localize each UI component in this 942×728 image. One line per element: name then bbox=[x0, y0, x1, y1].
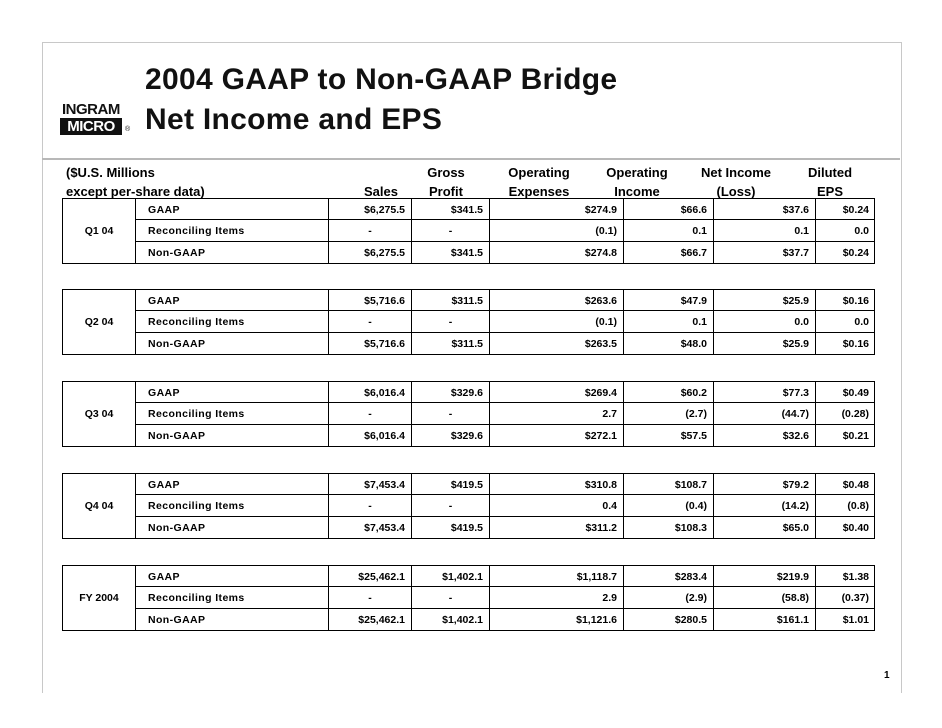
row-label: Non-GAAP bbox=[148, 338, 206, 350]
cell-value: $66.7 bbox=[680, 247, 707, 259]
table-row bbox=[136, 473, 875, 495]
cell-value: $57.5 bbox=[680, 430, 707, 442]
cell-value: 0.1 bbox=[692, 316, 707, 328]
period-label: FY 2004 bbox=[62, 565, 136, 631]
units-note-line1: ($U.S. Millions bbox=[66, 165, 155, 180]
cell-value: $108.7 bbox=[674, 479, 707, 491]
cell-operating-income bbox=[623, 403, 713, 424]
cell-diluted-eps bbox=[815, 242, 875, 263]
cell-gross-profit bbox=[411, 220, 489, 241]
row-label: Reconciling Items bbox=[148, 592, 245, 604]
table-row bbox=[136, 220, 875, 242]
table-row bbox=[136, 289, 875, 311]
cell-value: $37.6 bbox=[782, 204, 809, 216]
cell-diluted-eps bbox=[815, 403, 875, 424]
cell-operating-income bbox=[623, 517, 713, 538]
table-row bbox=[136, 425, 875, 447]
cell-value: $25.9 bbox=[782, 295, 809, 307]
cell-sales bbox=[328, 220, 411, 241]
cell-gross-profit bbox=[411, 382, 489, 402]
period-block bbox=[62, 198, 875, 264]
table-row bbox=[136, 517, 875, 539]
period-block bbox=[62, 565, 875, 631]
cell-value: $1.38 bbox=[842, 571, 869, 583]
period-label: Q2 04 bbox=[62, 289, 136, 355]
cell-sales bbox=[328, 609, 411, 630]
row-label: GAAP bbox=[148, 571, 180, 583]
cell-value: $25.9 bbox=[782, 338, 809, 350]
cell-value: - bbox=[448, 408, 453, 420]
row-label: Non-GAAP bbox=[148, 522, 206, 534]
cell-net-income bbox=[713, 311, 815, 332]
table-row bbox=[136, 242, 875, 264]
cell-value: $0.24 bbox=[842, 204, 869, 216]
cell-value: $263.6 bbox=[584, 295, 617, 307]
cell-net-income bbox=[713, 403, 815, 424]
cell-operating-income bbox=[623, 587, 713, 608]
cell-gross-profit bbox=[411, 290, 489, 310]
cell-sales bbox=[328, 425, 411, 446]
slide-title-line2: Net Income and EPS bbox=[145, 103, 443, 136]
cell-diluted-eps bbox=[815, 495, 875, 516]
table-row bbox=[136, 333, 875, 355]
cell-value: $310.8 bbox=[584, 479, 617, 491]
cell-value: $48.0 bbox=[680, 338, 707, 350]
logo-top-text: INGRAM bbox=[62, 101, 120, 118]
cell-value: $7,453.4 bbox=[364, 522, 405, 534]
cell-operating-expenses bbox=[489, 333, 623, 354]
col-header-sales: Sales bbox=[364, 184, 398, 199]
cell-sales bbox=[328, 311, 411, 332]
cell-value: $5,716.6 bbox=[364, 338, 405, 350]
cell-gross-profit bbox=[411, 333, 489, 354]
cell-value: $274.9 bbox=[584, 204, 617, 216]
cell-value: $6,275.5 bbox=[364, 204, 405, 216]
cell-value: - bbox=[368, 408, 372, 420]
cell-diluted-eps bbox=[815, 199, 875, 219]
cell-diluted-eps bbox=[815, 587, 875, 608]
cell-value: $341.5 bbox=[450, 247, 483, 259]
cell-value: $311.5 bbox=[451, 295, 483, 307]
row-label: Reconciling Items bbox=[148, 500, 245, 512]
cell-value: $0.49 bbox=[842, 387, 869, 399]
row-label: Reconciling Items bbox=[148, 225, 245, 237]
cell-value: (2.7) bbox=[685, 408, 707, 420]
cell-gross-profit bbox=[411, 242, 489, 263]
row-label: GAAP bbox=[148, 204, 180, 216]
row-label: Reconciling Items bbox=[148, 316, 245, 328]
cell-value: (0.8) bbox=[847, 500, 869, 512]
cell-net-income bbox=[713, 382, 815, 402]
cell-operating-income bbox=[623, 382, 713, 402]
cell-value: $25,462.1 bbox=[358, 571, 405, 583]
cell-net-income bbox=[713, 220, 815, 241]
cell-value: $5,716.6 bbox=[364, 295, 405, 307]
logo-registered-mark: ® bbox=[125, 126, 131, 133]
cell-value: - bbox=[448, 592, 453, 604]
cell-sales bbox=[328, 495, 411, 516]
cell-operating-income bbox=[623, 609, 713, 630]
col-header-operating-income: Operating Income bbox=[606, 165, 668, 199]
cell-value: 2.9 bbox=[602, 592, 617, 604]
cell-value: $37.7 bbox=[782, 247, 809, 259]
cell-gross-profit bbox=[411, 311, 489, 332]
cell-value: $0.16 bbox=[842, 338, 869, 350]
cell-operating-income bbox=[623, 242, 713, 263]
table-row bbox=[136, 609, 875, 631]
cell-operating-income bbox=[623, 290, 713, 310]
cell-value: $108.3 bbox=[674, 522, 707, 534]
cell-value: (44.7) bbox=[781, 408, 809, 420]
cell-net-income bbox=[713, 495, 815, 516]
cell-value: $60.2 bbox=[680, 387, 707, 399]
cell-net-income bbox=[713, 566, 815, 586]
cell-value: 0.4 bbox=[602, 500, 617, 512]
cell-value: $311.5 bbox=[451, 338, 483, 350]
cell-diluted-eps bbox=[815, 566, 875, 586]
cell-gross-profit bbox=[411, 199, 489, 219]
cell-operating-income bbox=[623, 311, 713, 332]
cell-operating-expenses bbox=[489, 311, 623, 332]
cell-sales bbox=[328, 199, 411, 219]
cell-value: 0.0 bbox=[794, 316, 809, 328]
cell-value: $1,402.1 bbox=[442, 614, 483, 626]
cell-sales bbox=[328, 242, 411, 263]
cell-value: $263.5 bbox=[584, 338, 617, 350]
cell-value: $274.8 bbox=[584, 247, 617, 259]
cell-value: - bbox=[368, 592, 372, 604]
col-header-diluted-eps: Diluted EPS bbox=[807, 165, 853, 199]
period-block bbox=[62, 289, 875, 355]
cell-diluted-eps bbox=[815, 474, 875, 494]
cell-value: $7,453.4 bbox=[364, 479, 405, 491]
period-block bbox=[62, 473, 875, 539]
cell-operating-income bbox=[623, 495, 713, 516]
table-row bbox=[136, 381, 875, 403]
cell-sales bbox=[328, 566, 411, 586]
row-label: Non-GAAP bbox=[148, 247, 206, 259]
cell-value: (58.8) bbox=[781, 592, 809, 604]
cell-value: $283.4 bbox=[674, 571, 707, 583]
cell-value: (0.4) bbox=[685, 500, 707, 512]
cell-operating-expenses bbox=[489, 474, 623, 494]
cell-gross-profit bbox=[411, 566, 489, 586]
ingram-micro-logo bbox=[60, 101, 132, 137]
cell-value: $6,016.4 bbox=[364, 387, 405, 399]
cell-operating-expenses bbox=[489, 566, 623, 586]
cell-value: $79.2 bbox=[782, 479, 809, 491]
cell-net-income bbox=[713, 609, 815, 630]
cell-value: $32.6 bbox=[782, 430, 809, 442]
cell-value: 2.7 bbox=[602, 408, 617, 420]
table-row bbox=[136, 198, 875, 220]
cell-operating-expenses bbox=[489, 199, 623, 219]
cell-value: $65.0 bbox=[782, 522, 809, 534]
period-label: Q1 04 bbox=[62, 198, 136, 264]
cell-value: $1.01 bbox=[842, 614, 869, 626]
cell-value: (0.37) bbox=[841, 592, 869, 604]
cell-value: (0.28) bbox=[841, 408, 869, 420]
cell-value: (14.2) bbox=[781, 500, 809, 512]
cell-diluted-eps bbox=[815, 382, 875, 402]
cell-net-income bbox=[713, 517, 815, 538]
cell-value: $0.21 bbox=[842, 430, 869, 442]
cell-value: $0.48 bbox=[842, 479, 869, 491]
cell-value: $25,462.1 bbox=[358, 614, 405, 626]
col-header-gross-profit: Gross Profit bbox=[427, 165, 465, 199]
cell-value: $419.5 bbox=[450, 479, 483, 491]
table-row bbox=[136, 495, 875, 517]
header-divider bbox=[42, 158, 900, 160]
cell-operating-expenses bbox=[489, 382, 623, 402]
cell-gross-profit bbox=[411, 474, 489, 494]
cell-value: $311.2 bbox=[585, 522, 617, 534]
cell-value: $77.3 bbox=[782, 387, 809, 399]
cell-diluted-eps bbox=[815, 609, 875, 630]
period-block bbox=[62, 381, 875, 447]
cell-value: $1,118.7 bbox=[576, 571, 617, 583]
cell-sales bbox=[328, 517, 411, 538]
cell-sales bbox=[328, 474, 411, 494]
cell-operating-income bbox=[623, 566, 713, 586]
cell-operating-income bbox=[623, 425, 713, 446]
cell-gross-profit bbox=[411, 425, 489, 446]
cell-net-income bbox=[713, 425, 815, 446]
cell-operating-income bbox=[623, 333, 713, 354]
cell-net-income bbox=[713, 242, 815, 263]
cell-value: $280.5 bbox=[674, 614, 707, 626]
row-label: Reconciling Items bbox=[148, 408, 245, 420]
table-row bbox=[136, 403, 875, 425]
cell-sales bbox=[328, 403, 411, 424]
units-note-line2: except per-share data) bbox=[66, 184, 205, 199]
cell-diluted-eps bbox=[815, 333, 875, 354]
cell-value: $329.6 bbox=[450, 387, 483, 399]
cell-sales bbox=[328, 290, 411, 310]
cell-gross-profit bbox=[411, 587, 489, 608]
cell-gross-profit bbox=[411, 517, 489, 538]
cell-operating-expenses bbox=[489, 609, 623, 630]
col-header-net-income: Net Income (Loss) bbox=[700, 165, 772, 199]
cell-net-income bbox=[713, 474, 815, 494]
row-label: Non-GAAP bbox=[148, 614, 206, 626]
cell-operating-expenses bbox=[489, 517, 623, 538]
cell-diluted-eps bbox=[815, 290, 875, 310]
period-label: Q4 04 bbox=[62, 473, 136, 539]
cell-value: (2.9) bbox=[685, 592, 707, 604]
row-label: GAAP bbox=[148, 295, 180, 307]
cell-operating-expenses bbox=[489, 587, 623, 608]
cell-diluted-eps bbox=[815, 517, 875, 538]
cell-value: $0.24 bbox=[842, 247, 869, 259]
cell-operating-expenses bbox=[489, 220, 623, 241]
cell-sales bbox=[328, 333, 411, 354]
cell-value: $161.1 bbox=[776, 614, 809, 626]
table-row bbox=[136, 565, 875, 587]
cell-net-income bbox=[713, 199, 815, 219]
row-label: GAAP bbox=[148, 479, 180, 491]
cell-value: $47.9 bbox=[680, 295, 707, 307]
cell-value: (0.1) bbox=[595, 316, 617, 328]
cell-value: $272.1 bbox=[584, 430, 617, 442]
units-note bbox=[66, 163, 205, 201]
cell-operating-expenses bbox=[489, 242, 623, 263]
cell-value: 0.0 bbox=[854, 316, 869, 328]
cell-value: - bbox=[448, 316, 453, 328]
cell-value: $6,275.5 bbox=[364, 247, 405, 259]
cell-sales bbox=[328, 587, 411, 608]
table-row bbox=[136, 587, 875, 609]
cell-value: - bbox=[368, 500, 372, 512]
slide-title-line1: 2004 GAAP to Non-GAAP Bridge bbox=[145, 63, 618, 96]
cell-operating-expenses bbox=[489, 403, 623, 424]
cell-operating-expenses bbox=[489, 495, 623, 516]
cell-operating-income bbox=[623, 474, 713, 494]
cell-value: 0.0 bbox=[854, 225, 869, 237]
cell-value: - bbox=[368, 225, 372, 237]
cell-operating-income bbox=[623, 199, 713, 219]
cell-net-income bbox=[713, 587, 815, 608]
cell-value: $1,402.1 bbox=[442, 571, 483, 583]
cell-value: $0.40 bbox=[842, 522, 869, 534]
period-label: Q3 04 bbox=[62, 381, 136, 447]
cell-gross-profit bbox=[411, 609, 489, 630]
cell-sales bbox=[328, 382, 411, 402]
cell-value: - bbox=[448, 500, 453, 512]
cell-diluted-eps bbox=[815, 425, 875, 446]
cell-value: $329.6 bbox=[450, 430, 483, 442]
cell-diluted-eps bbox=[815, 311, 875, 332]
cell-value: 0.1 bbox=[794, 225, 809, 237]
page-number: 1 bbox=[884, 670, 890, 681]
cell-net-income bbox=[713, 333, 815, 354]
col-header-operating-expenses: Operating Expenses bbox=[508, 165, 570, 199]
cell-value: (0.1) bbox=[595, 225, 617, 237]
cell-value: $6,016.4 bbox=[364, 430, 405, 442]
cell-value: 0.1 bbox=[692, 225, 707, 237]
logo-bottom-text: MICRO bbox=[60, 118, 122, 135]
cell-net-income bbox=[713, 290, 815, 310]
cell-value: $1,121.6 bbox=[576, 614, 617, 626]
cell-operating-expenses bbox=[489, 290, 623, 310]
cell-gross-profit bbox=[411, 495, 489, 516]
cell-operating-expenses bbox=[489, 425, 623, 446]
cell-diluted-eps bbox=[815, 220, 875, 241]
cell-value: - bbox=[368, 316, 372, 328]
cell-value: - bbox=[448, 225, 453, 237]
cell-operating-income bbox=[623, 220, 713, 241]
cell-value: $269.4 bbox=[584, 387, 617, 399]
row-label: GAAP bbox=[148, 387, 180, 399]
cell-value: $341.5 bbox=[450, 204, 483, 216]
cell-value: $219.9 bbox=[776, 571, 809, 583]
cell-value: $66.6 bbox=[680, 204, 707, 216]
cell-value: $0.16 bbox=[842, 295, 869, 307]
table-row bbox=[136, 311, 875, 333]
row-label: Non-GAAP bbox=[148, 430, 206, 442]
cell-gross-profit bbox=[411, 403, 489, 424]
cell-value: $419.5 bbox=[450, 522, 483, 534]
